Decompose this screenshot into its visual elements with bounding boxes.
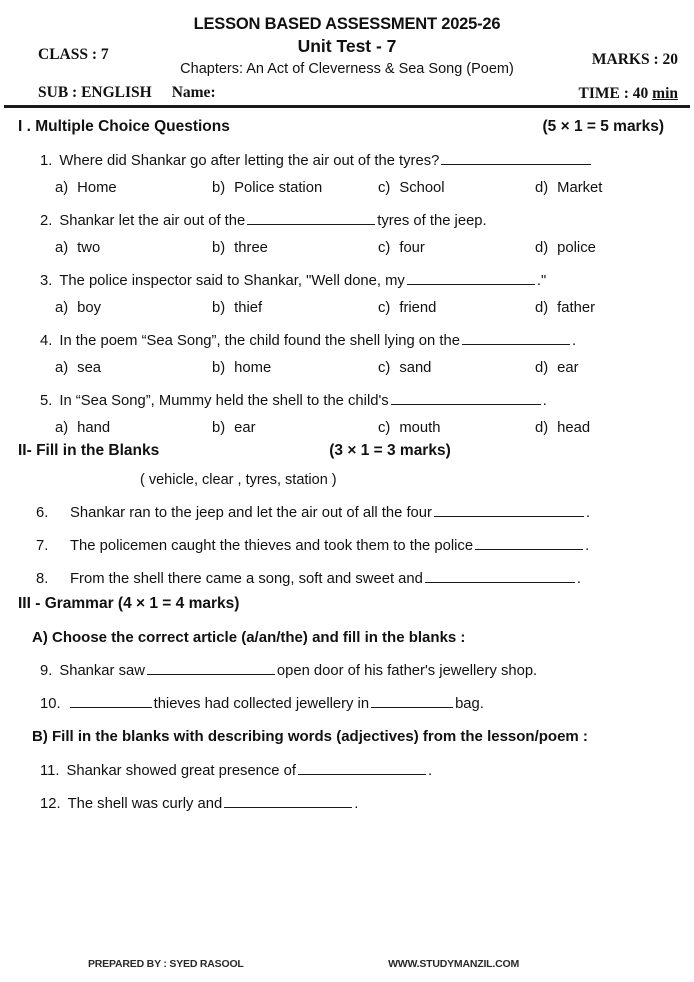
question-text-tail: open door of his father's jewellery shop.: [276, 663, 538, 680]
option-d[interactable]: [535, 420, 590, 436]
question-row: [0, 330, 694, 349]
option-letter: c): [378, 300, 391, 317]
question-text: Shankar ran to the jeep and let the air out of all the four: [70, 505, 432, 522]
question-text: The shell was curly and: [67, 795, 223, 812]
chapters-line: Chapters: An Act of Cleverness & Sea Song (Poem): [180, 61, 514, 77]
option-text: home: [234, 360, 272, 377]
question-text: In the poem “Sea Song”, the child found the shell lying on the: [59, 333, 460, 350]
time-label: [579, 85, 678, 103]
question-text: The police inspector said to Shankar, "Well done, my: [59, 273, 405, 290]
option-text: hand: [77, 420, 111, 437]
question-row: [0, 660, 694, 679]
option-text: ear: [234, 420, 256, 437]
answer-blank[interactable]: [147, 660, 275, 675]
option-letter: b): [212, 300, 226, 317]
option-letter: c): [378, 180, 391, 197]
section3-title: III - Grammar (4 × 1 = 4 marks): [18, 595, 240, 613]
section-heading-grammar: [0, 595, 694, 613]
section2-title: II- Fill in the Blanks: [18, 442, 160, 460]
option-letter: c): [378, 240, 391, 257]
part-a-title: A) Choose the correct article (a/an/the) and fill in the blanks :: [32, 629, 466, 647]
option-text: Home: [77, 180, 117, 197]
option-text: Police station: [234, 180, 323, 197]
option-c[interactable]: [378, 420, 535, 436]
answer-blank[interactable]: [475, 535, 583, 550]
option-c[interactable]: [378, 360, 535, 376]
question-number: 8.: [36, 571, 49, 588]
question-row: [0, 693, 694, 712]
question-number: 5.: [40, 393, 53, 410]
answer-blank[interactable]: [298, 759, 426, 774]
option-c[interactable]: [378, 300, 535, 316]
time-value: TIME : 40: [578, 85, 653, 102]
option-text: police: [557, 240, 596, 257]
question-text-tail: .: [542, 393, 547, 410]
question-row: [0, 568, 694, 587]
option-a[interactable]: [55, 240, 212, 256]
option-b[interactable]: [212, 360, 378, 376]
question-number: 3.: [40, 273, 53, 290]
option-b[interactable]: [212, 240, 378, 256]
question-text-tail: .: [354, 795, 359, 812]
option-letter: b): [212, 180, 226, 197]
question-text-tail: .: [585, 505, 591, 522]
option-text: four: [399, 240, 425, 257]
option-letter: a): [55, 180, 69, 197]
answer-blank[interactable]: [425, 568, 575, 583]
option-letter: c): [378, 360, 391, 377]
page-header: [0, 0, 694, 100]
answer-blank[interactable]: [247, 210, 375, 225]
option-text: School: [399, 180, 445, 197]
option-d[interactable]: [535, 300, 595, 316]
option-a[interactable]: [55, 300, 212, 316]
option-text: three: [234, 240, 268, 257]
marks-label: MARKS : 20: [591, 51, 678, 68]
option-b[interactable]: [212, 420, 378, 436]
question-text-tail: tyres of the jeep.: [377, 213, 487, 230]
option-b[interactable]: [212, 300, 378, 316]
question-text: Shankar showed great presence of: [66, 762, 296, 779]
time-unit: min: [652, 85, 678, 102]
answer-blank[interactable]: [434, 502, 584, 517]
question-row: [0, 502, 694, 521]
option-text: thief: [234, 300, 263, 317]
option-text: boy: [77, 300, 102, 317]
option-letter: d): [535, 300, 549, 317]
option-letter: a): [55, 360, 69, 377]
question-number: 9.: [40, 663, 53, 680]
option-a[interactable]: [55, 360, 212, 376]
question-text: In “Sea Song”, Mummy held the shell to the child's: [59, 393, 389, 410]
option-b[interactable]: [212, 180, 378, 196]
question-row: [0, 210, 694, 229]
option-letter: b): [212, 240, 226, 257]
option-text: mouth: [399, 420, 441, 437]
question-text: Shankar let the air out of the: [59, 213, 246, 230]
option-text: ear: [557, 360, 579, 377]
answer-blank[interactable]: [371, 693, 453, 708]
option-letter: a): [55, 300, 69, 317]
subject-label: SUB : ENGLISH: [38, 84, 152, 101]
question-number: 10.: [40, 696, 61, 713]
question-text-tail: .: [571, 333, 577, 350]
question-row: [0, 759, 694, 778]
question-text-tail: bag.: [455, 696, 484, 713]
question-number: 12.: [40, 795, 61, 812]
answer-blank[interactable]: [224, 793, 352, 808]
option-text: Market: [557, 180, 603, 197]
option-letter: d): [535, 240, 549, 257]
part-b-title: B) Fill in the blanks with describing words (adjectives) from the lesson/poem :: [32, 728, 588, 746]
question-row: [0, 390, 694, 409]
option-letter: b): [212, 360, 226, 377]
option-d[interactable]: [535, 180, 602, 196]
answer-blank[interactable]: [407, 270, 535, 285]
option-a[interactable]: [55, 180, 212, 196]
section1-title: I . Multiple Choice Questions: [18, 118, 230, 135]
website-text: WWW.STUDYMANZIL.COM: [388, 958, 519, 970]
answer-blank[interactable]: [462, 330, 570, 345]
header-divider-rule: [4, 105, 690, 108]
subject-name-row: [38, 84, 216, 102]
section-heading-fill-blanks: [0, 442, 694, 460]
option-text: friend: [399, 300, 437, 317]
name-label: Name:: [171, 84, 216, 101]
question-number: 7.: [36, 538, 49, 555]
question-text-tail: .: [576, 571, 581, 588]
option-row: [0, 360, 694, 376]
question-number: 11.: [40, 762, 60, 779]
question-number: 2.: [40, 213, 53, 230]
option-a[interactable]: [55, 420, 212, 436]
option-letter: d): [535, 420, 549, 437]
option-text: sea: [77, 360, 102, 377]
option-letter: a): [55, 420, 69, 437]
question-number: 1.: [40, 153, 53, 170]
question-text: From the shell there came a song, soft and sweet and: [70, 571, 423, 588]
unit-test-title: Unit Test - 7: [297, 36, 397, 56]
question-text-tail: .: [427, 762, 433, 779]
question-number: 4.: [40, 333, 53, 350]
question-text: Where did Shankar go after letting the air out of the tyres?: [59, 153, 440, 170]
option-row: [0, 240, 694, 256]
option-text: two: [77, 240, 101, 257]
question-text: Shankar saw: [59, 663, 145, 680]
word-bank: ( vehicle, clear , tyres, station ): [140, 472, 337, 489]
option-letter: a): [55, 240, 69, 257]
option-text: sand: [399, 360, 432, 377]
question-text-tail: .: [585, 538, 590, 555]
question-row: [0, 793, 694, 812]
option-row: [0, 420, 694, 436]
option-d[interactable]: [535, 360, 579, 376]
class-label: CLASS : 7: [38, 46, 109, 63]
question-row: [0, 535, 694, 554]
section-heading-mcq: [0, 118, 694, 136]
option-letter: d): [535, 360, 549, 377]
answer-blank[interactable]: [70, 693, 152, 708]
assessment-title: LESSON BASED ASSESSMENT 2025-26: [193, 15, 501, 33]
answer-blank[interactable]: [391, 390, 541, 405]
section2-marks: (3 × 1 = 3 marks): [329, 442, 451, 460]
option-letter: c): [378, 420, 391, 437]
option-letter: b): [212, 420, 226, 437]
question-row: [0, 150, 694, 169]
question-text: The policemen caught the thieves and took them to the police: [70, 538, 474, 555]
question-number: 6.: [36, 505, 49, 522]
option-letter: d): [535, 180, 549, 197]
prepared-by-text: PREPARED BY : SYED RASOOL: [88, 958, 244, 970]
option-c[interactable]: [378, 180, 535, 196]
option-text: head: [557, 420, 591, 437]
page-footer: [0, 958, 694, 970]
option-c[interactable]: [378, 240, 535, 256]
answer-blank[interactable]: [441, 150, 591, 165]
question-row: [0, 270, 694, 289]
option-d[interactable]: [535, 240, 596, 256]
section1-marks: (5 × 1 = 5 marks): [542, 118, 664, 135]
question-text: thieves had collected jewellery in: [153, 696, 370, 713]
option-text: father: [557, 300, 596, 317]
page-body: [0, 112, 694, 812]
option-row: [0, 180, 694, 196]
option-row: [0, 300, 694, 316]
question-text-tail: .": [536, 273, 547, 290]
